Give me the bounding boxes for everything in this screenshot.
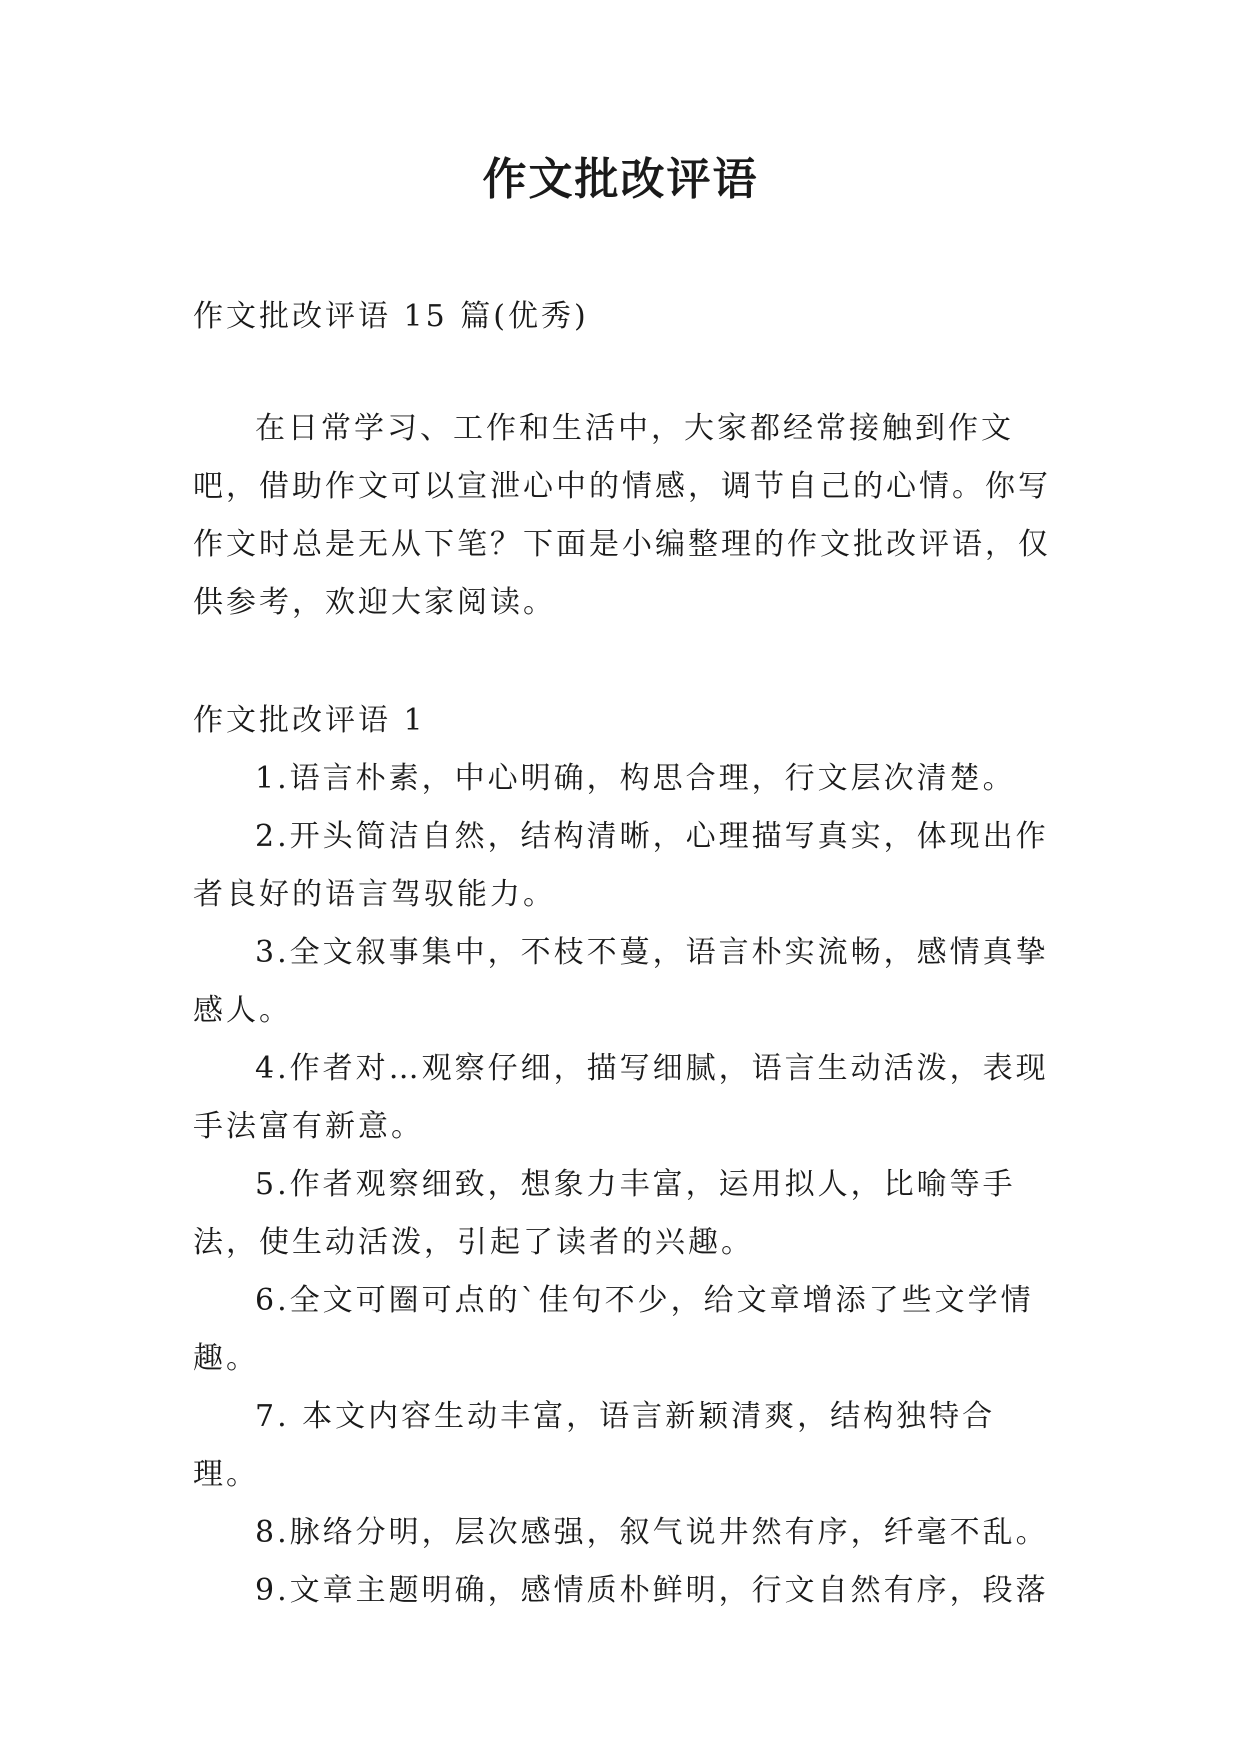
- comment-item-7: 7. 本文内容生动丰富，语言新颖清爽，结构独特合理。: [193, 1399, 996, 1492]
- comment-item-6: 6.全文可圈可点的`佳句不少，给文章增添了些文学情趣。: [193, 1283, 1034, 1376]
- comment-item-8: 8.脉络分明，层次感强，叙气说井然有序，纤毫不乱。: [255, 1515, 1049, 1550]
- intro-paragraph: 在日常学习、工作和生活中，大家都经常接触到作文吧，借助作文可以宣泄心中的情感，调节自己的心情。你写作文时总是无从下笔？下面是小编整理的作文批改评语，仅供参考，欢迎大家阅读。: [193, 411, 1051, 620]
- comment-item-4: 4.作者对…观察仔细，描写细腻，语言生动活泼，表现手法富有新意。: [193, 1051, 1049, 1144]
- comment-item-3: 3.全文叙事集中，不枝不蔓，语言朴实流畅，感情真挚感人。: [193, 935, 1049, 1028]
- section-heading: 作文批改评语 1: [193, 703, 426, 738]
- comment-item-9: 9.文章主题明确，感情质朴鲜明，行文自然有序，段落: [255, 1573, 1049, 1608]
- document-subtitle: 作文批改评语 15 篇(优秀): [193, 299, 589, 334]
- comment-item-2: 2.开头简洁自然，结构清晰，心理描写真实，体现出作者良好的语言驾驭能力。: [193, 819, 1049, 912]
- document-title: 作文批改评语: [482, 154, 759, 205]
- comment-item-5: 5.作者观察细致，想象力丰富，运用拟人，比喻等手法，使生动活泼，引起了读者的兴趣。: [193, 1167, 1016, 1260]
- comment-list: [193, 750, 1053, 1620]
- comment-item-1: 1.语言朴素，中心明确，构思合理，行文层次清楚。: [255, 761, 1016, 796]
